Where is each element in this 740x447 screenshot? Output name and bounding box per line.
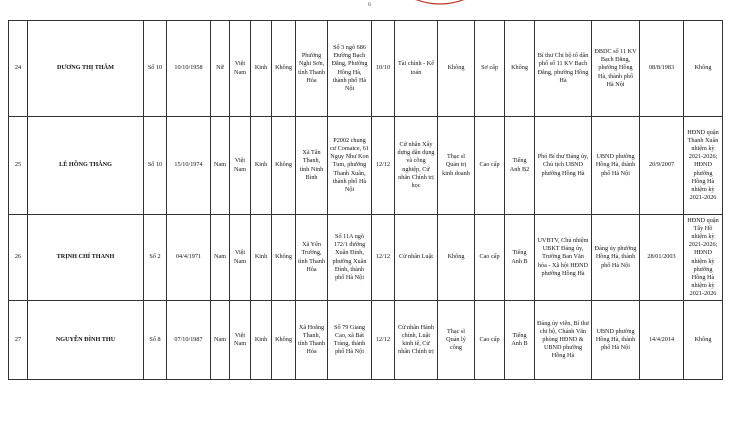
delegate-history-cell: [684, 301, 723, 380]
nationality-cell: [230, 21, 251, 117]
row-number: 27: [14, 335, 22, 343]
hometown: Xã Yên Trường, tỉnh Thanh Hóa: [298, 241, 325, 273]
list-number-cell: [144, 117, 167, 215]
candidate-name-cell: [28, 215, 144, 301]
party-join-date: 14/4/2014: [648, 335, 675, 343]
residence-cell: [328, 215, 372, 301]
date-of-birth-cell: [167, 301, 211, 380]
position-cell: [535, 301, 592, 380]
gender: Nam: [213, 161, 227, 169]
professional-qualification-cell: [395, 117, 438, 215]
residence-cell: [328, 21, 372, 117]
religion: Không: [275, 64, 292, 72]
ethnicity: Kinh: [254, 64, 268, 72]
general-education: 12/12: [375, 253, 391, 261]
delegate-history-cell: [684, 215, 723, 301]
nationality-cell: [230, 301, 251, 380]
row-number-cell: [9, 301, 28, 380]
workplace: UBND phường Hồng Hà, thành phố Hà Nội: [595, 153, 636, 177]
gender: Nam: [213, 335, 227, 343]
row-number: 25: [14, 161, 22, 169]
party-join-date-cell: [640, 215, 684, 301]
religion: Không: [275, 161, 292, 169]
workplace: ĐBDC số 11 KV Bạch Đằng, phường Hồng Hà, thành phố Hà Nội: [594, 48, 637, 88]
delegate-history: HĐND quận Tây Hồ nhiệm kỳ 2021-2026; HĐND nhiệm kỳ phường Hồng Hà nhiệm kỳ 2021-2026: [687, 216, 719, 298]
date-of-birth-cell: [167, 215, 211, 301]
position-cell: [535, 215, 592, 301]
list-number: Số 2: [149, 253, 161, 261]
candidate-name: LÊ HỒNG THẮNG: [59, 161, 112, 169]
workplace: Đảng ủy phường Hồng Hà, thành phố Hà Nội: [594, 245, 637, 269]
position: Đảng ủy viên, Bí thư chi bộ, Chánh Văn phòng HĐND & UBND phường Hồng Hà: [537, 319, 589, 360]
ethnicity-cell: [251, 301, 272, 380]
nationality: Việt Nam: [233, 331, 247, 347]
political-theory: Cao cấp: [479, 335, 500, 343]
row-number: 26: [14, 253, 22, 261]
red-stamp-edge: [410, 0, 470, 8]
row-number: 24: [14, 64, 22, 72]
general-education: 12/12: [375, 335, 391, 343]
candidate-table: [8, 20, 723, 380]
list-number-cell: [144, 301, 167, 380]
political-theory-cell: [475, 215, 505, 301]
academic-degree: Thạc sĩ Quản lý công: [446, 327, 466, 352]
hometown-cell: [296, 117, 328, 215]
workplace: UBND phường Hồng Hà, thành phố Hà Nội: [595, 327, 636, 352]
party-join-date-cell: [640, 301, 684, 380]
foreign-language-cell: [505, 21, 535, 117]
delegate-history: HĐND quận Thanh Xuân nhiệm kỳ 2021-2026; HĐND phường Hồng Hà nhiệm kỳ 2021-2026: [687, 128, 719, 202]
nationality: Việt Nam: [233, 60, 247, 76]
foreign-language: Tiếng Anh B2: [509, 157, 530, 173]
political-theory-cell: [475, 117, 505, 215]
ethnicity-cell: [251, 21, 272, 117]
row-number-cell: [9, 215, 28, 301]
candidate-name-cell: [28, 117, 144, 215]
foreign-language-cell: [505, 117, 535, 215]
gender-cell: [211, 117, 230, 215]
political-theory: Cao cấp: [479, 161, 500, 169]
religion-cell: [272, 301, 296, 380]
date-of-birth: 04/4/1971: [175, 253, 202, 261]
professional-qualification-cell: [395, 21, 438, 117]
table-row: [9, 117, 723, 215]
general-education-cell: [372, 301, 395, 380]
date-of-birth-cell: [167, 117, 211, 215]
ethnicity: Kinh: [254, 335, 268, 343]
professional-qualification-cell: [395, 215, 438, 301]
academic-degree: Không: [447, 64, 465, 72]
row-number-cell: [9, 21, 28, 117]
ethnicity: Kinh: [254, 253, 268, 261]
table-row: [9, 215, 723, 301]
workplace-cell: [592, 301, 640, 380]
foreign-language: Tiếng Anh B: [511, 331, 528, 347]
ethnicity-cell: [251, 117, 272, 215]
list-number-cell: [144, 215, 167, 301]
foreign-language-cell: [505, 215, 535, 301]
foreign-language: Tiếng Anh B: [511, 249, 528, 265]
professional-qualification: Cử nhân Hành chính, Luật kinh tế, Cử nhân Chính trị: [397, 323, 434, 356]
delegate-history: Không: [694, 64, 712, 72]
general-education-cell: [372, 117, 395, 215]
workplace-cell: [592, 117, 640, 215]
delegate-history-cell: [684, 21, 723, 117]
religion: Không: [275, 253, 292, 261]
party-join-date-cell: [640, 21, 684, 117]
page-number: 6: [368, 2, 371, 8]
candidate-name-cell: [28, 21, 144, 117]
academic-degree: Thạc sĩ Quản trị kinh doanh: [442, 153, 470, 177]
date-of-birth-cell: [167, 21, 211, 117]
position: Phó Bí thư Đảng ủy, Chủ tịch UBND phường Hồng Hà: [537, 153, 589, 177]
professional-qualification: Tài chính - Kế toán: [398, 60, 434, 76]
hometown: Xã Tân Thanh, tỉnh Ninh Bình: [299, 149, 324, 181]
general-education: 10/10: [375, 64, 391, 72]
residence: Số 79 Giang Cao, xã Bát Tràng, thành phố Hà Nội: [333, 323, 366, 356]
candidate-name: TRỊNH CHÍ THANH: [56, 253, 115, 261]
list-number: Số 10: [147, 64, 163, 72]
nationality-cell: [230, 215, 251, 301]
professional-qualification-cell: [395, 301, 438, 380]
hometown-cell: [296, 21, 328, 117]
residence: Số 3 ngõ 686 Đường Bạch Đằng, Phường Hồng Hà, thành phố Hà Nội: [331, 43, 368, 92]
residence-cell: [328, 301, 372, 380]
academic-degree-cell: [438, 21, 475, 117]
candidate-name-cell: [28, 301, 144, 380]
academic-degree-cell: [438, 215, 475, 301]
religion-cell: [272, 117, 296, 215]
gender: Nữ: [216, 64, 224, 72]
general-education-cell: [372, 21, 395, 117]
religion: Không: [275, 335, 292, 343]
position: UVBTV, Chủ nhiệm UBKT Đảng ủy, Trưởng Ban Văn hóa - Xã hội HĐND phường Hồng Hà: [537, 237, 589, 277]
ethnicity: Kinh: [254, 161, 268, 169]
general-education: 12/12: [375, 161, 391, 169]
party-join-date: 28/01/2003: [647, 253, 676, 261]
political-theory-cell: [475, 21, 505, 117]
nationality: Việt Nam: [233, 249, 247, 265]
academic-degree-cell: [438, 117, 475, 215]
hometown-cell: [296, 215, 328, 301]
hometown-cell: [296, 301, 328, 380]
general-education-cell: [372, 215, 395, 301]
delegate-history: Không: [694, 335, 712, 343]
gender-cell: [211, 215, 230, 301]
table-row: [9, 21, 723, 117]
party-join-date: 20/9/2007: [648, 161, 675, 169]
table-row: [9, 301, 723, 380]
religion-cell: [272, 215, 296, 301]
gender-cell: [211, 301, 230, 380]
ethnicity-cell: [251, 215, 272, 301]
residence: Số 11A ngõ 172/1 đường Xuân Đỉnh, phường Xuân Đỉnh, thành phố Hà Nội: [332, 232, 367, 281]
foreign-language-cell: [505, 301, 535, 380]
gender-cell: [211, 21, 230, 117]
political-theory-cell: [475, 301, 505, 380]
row-number-cell: [9, 117, 28, 215]
nationality: Việt Nam: [233, 157, 247, 173]
party-join-date: 08/8/1983: [648, 64, 675, 72]
date-of-birth: 15/10/1974: [174, 161, 203, 169]
academic-degree: Không: [447, 253, 465, 261]
academic-degree-cell: [438, 301, 475, 380]
professional-qualification: Cử nhân Luật: [399, 253, 433, 261]
gender: Nam: [213, 253, 227, 261]
nationality-cell: [230, 117, 251, 215]
workplace-cell: [592, 21, 640, 117]
hometown: Phường Nghi Sơn, tỉnh Thanh Hóa: [298, 52, 325, 84]
position-cell: [535, 21, 592, 117]
professional-qualification: Cử nhân Xây dựng dân dụng và công nghiệp, Cử nhân Chính trị học: [397, 140, 435, 189]
workplace-cell: [592, 215, 640, 301]
date-of-birth: 10/10/1958: [174, 64, 203, 72]
foreign-language: Không: [511, 64, 528, 72]
position-cell: [535, 117, 592, 215]
residence-cell: [328, 117, 372, 215]
list-number: Số 8: [149, 335, 161, 343]
candidate-name: NGUYỄN ĐÌNH THU: [55, 335, 116, 343]
date-of-birth: 07/10/1987: [174, 335, 203, 343]
list-number-cell: [144, 21, 167, 117]
list-number: Số 10: [147, 161, 163, 169]
candidate-name: DƯƠNG THỊ THẮM: [57, 64, 114, 72]
residence: P2002 chung cư Comatce, 61 Ngụy Như Kon Tum, phường Thanh Xuân, thành phố Hà Nội: [330, 136, 369, 193]
political-theory: Sơ cấp: [481, 64, 498, 72]
hometown: Xã Hoằng Thanh, tỉnh Thanh Hóa: [298, 323, 325, 356]
political-theory: Cao cấp: [479, 253, 500, 261]
delegate-history-cell: [684, 117, 723, 215]
party-join-date-cell: [640, 117, 684, 215]
position: Bí thư Chi bộ tổ dân phố số 11 KV Bạch Đằng, phường Hồng Hà: [537, 52, 589, 84]
religion-cell: [272, 21, 296, 117]
